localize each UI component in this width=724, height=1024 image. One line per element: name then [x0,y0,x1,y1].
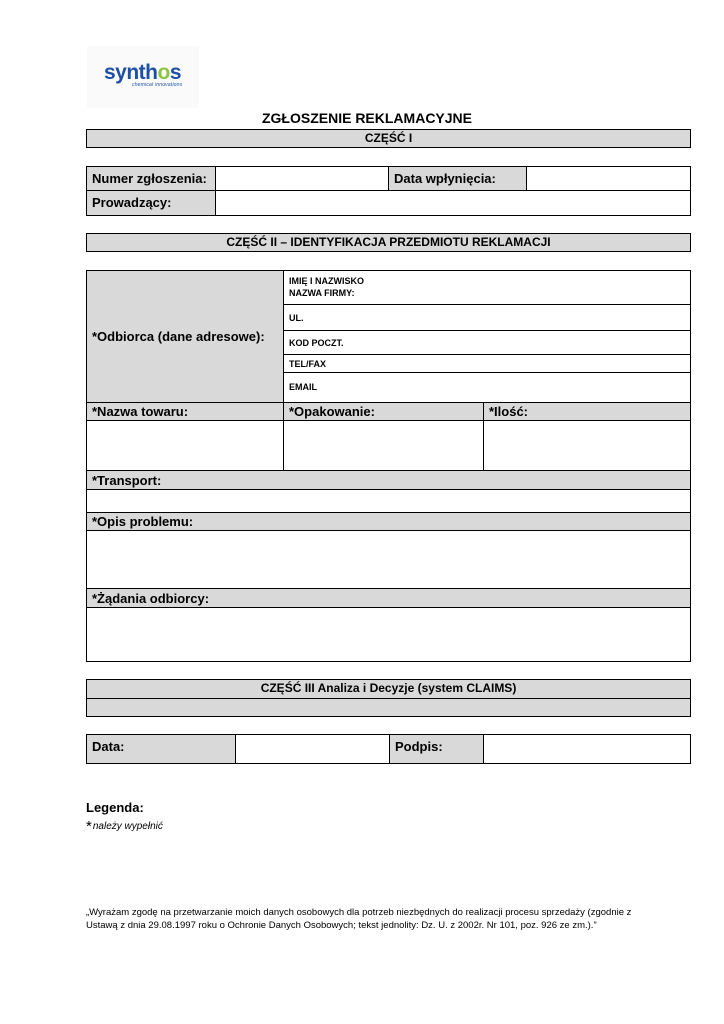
name-field-label: IMIĘ I NAZWISKO [289,276,364,286]
email-field-label: EMAIL [289,382,317,392]
customer-demands-label: *Żądania odbiorcy: [86,588,691,608]
email-field[interactable] [283,372,691,403]
signature-label: Podpis: [389,734,484,764]
part1-header: CZĘŚĆ I [86,129,691,148]
street-field[interactable] [283,304,691,331]
date-label: Data: [86,734,236,764]
transport-label: *Transport: [86,470,691,490]
telfax-field[interactable] [283,354,691,373]
logo-tagline: chemical innovations [132,82,183,88]
legend-note-text: należy wypełnić [92,821,163,832]
date-field[interactable] [235,734,390,764]
received-date-label: Data wpłynięcia: [388,166,527,191]
customer-demands-field[interactable] [86,607,691,662]
signature-field[interactable] [483,734,691,764]
legend-title: Legenda: [86,800,144,815]
logo-wordmark: synthos [104,61,182,84]
recipient-label-cell [86,270,284,403]
packaging-label: *Opakowanie: [283,402,484,421]
legend-note [86,818,163,835]
report-number-field[interactable] [215,166,389,191]
goods-name-label: *Nazwa towaru: [86,402,284,421]
part3-header: CZĘŚĆ III Analiza i Decyzje (system CLAIMS) [86,679,691,699]
handler-field[interactable] [215,190,691,216]
packaging-field[interactable] [283,420,484,471]
form-title: ZGŁOSZENIE REKLAMACYJNE [261,110,472,126]
quantity-field[interactable] [483,420,691,471]
problem-description-field[interactable] [86,530,691,589]
data-consent-clause: „Wyrażam zgodę na przetwarzanie moich danych osobowych dla potrzeb niezbędnych do realizacji procesu sprzedaży (zgodnie z Ustawą z dnia 29.08.1997 roku o Ochronie Danych Osobowych; tekst jednolity: Dz. U. z 2002r. Nr 101, poz. 926 ze zm.).” [86,907,632,931]
problem-description-label: *Opis problemu: [86,512,691,531]
goods-name-field[interactable] [86,420,284,471]
received-date-field[interactable] [526,166,691,191]
report-number-label: Numer zgłoszenia: [86,166,216,191]
transport-field[interactable] [86,489,691,513]
required-star: * [86,818,92,835]
quantity-label: *Ilość: [483,402,691,421]
handler-label: Prowadzący: [86,190,216,216]
company-logo [87,46,199,108]
telfax-field-label: TEL/FAX [289,359,327,369]
recipient-label: *Odbiorca (dane adresowe): [92,329,265,344]
company-field-label: NAZWA FIRMY: [289,288,355,298]
street-field-label: UL. [289,313,304,323]
part2-header: CZĘŚĆ II – IDENTYFIKACJA PRZEDMIOTU REKLAMACJI [86,233,691,252]
postcode-field[interactable] [283,330,691,355]
postcode-field-label: KOD POCZT. [289,338,344,348]
part3-field[interactable] [86,698,691,717]
name-company-field[interactable] [283,270,691,305]
